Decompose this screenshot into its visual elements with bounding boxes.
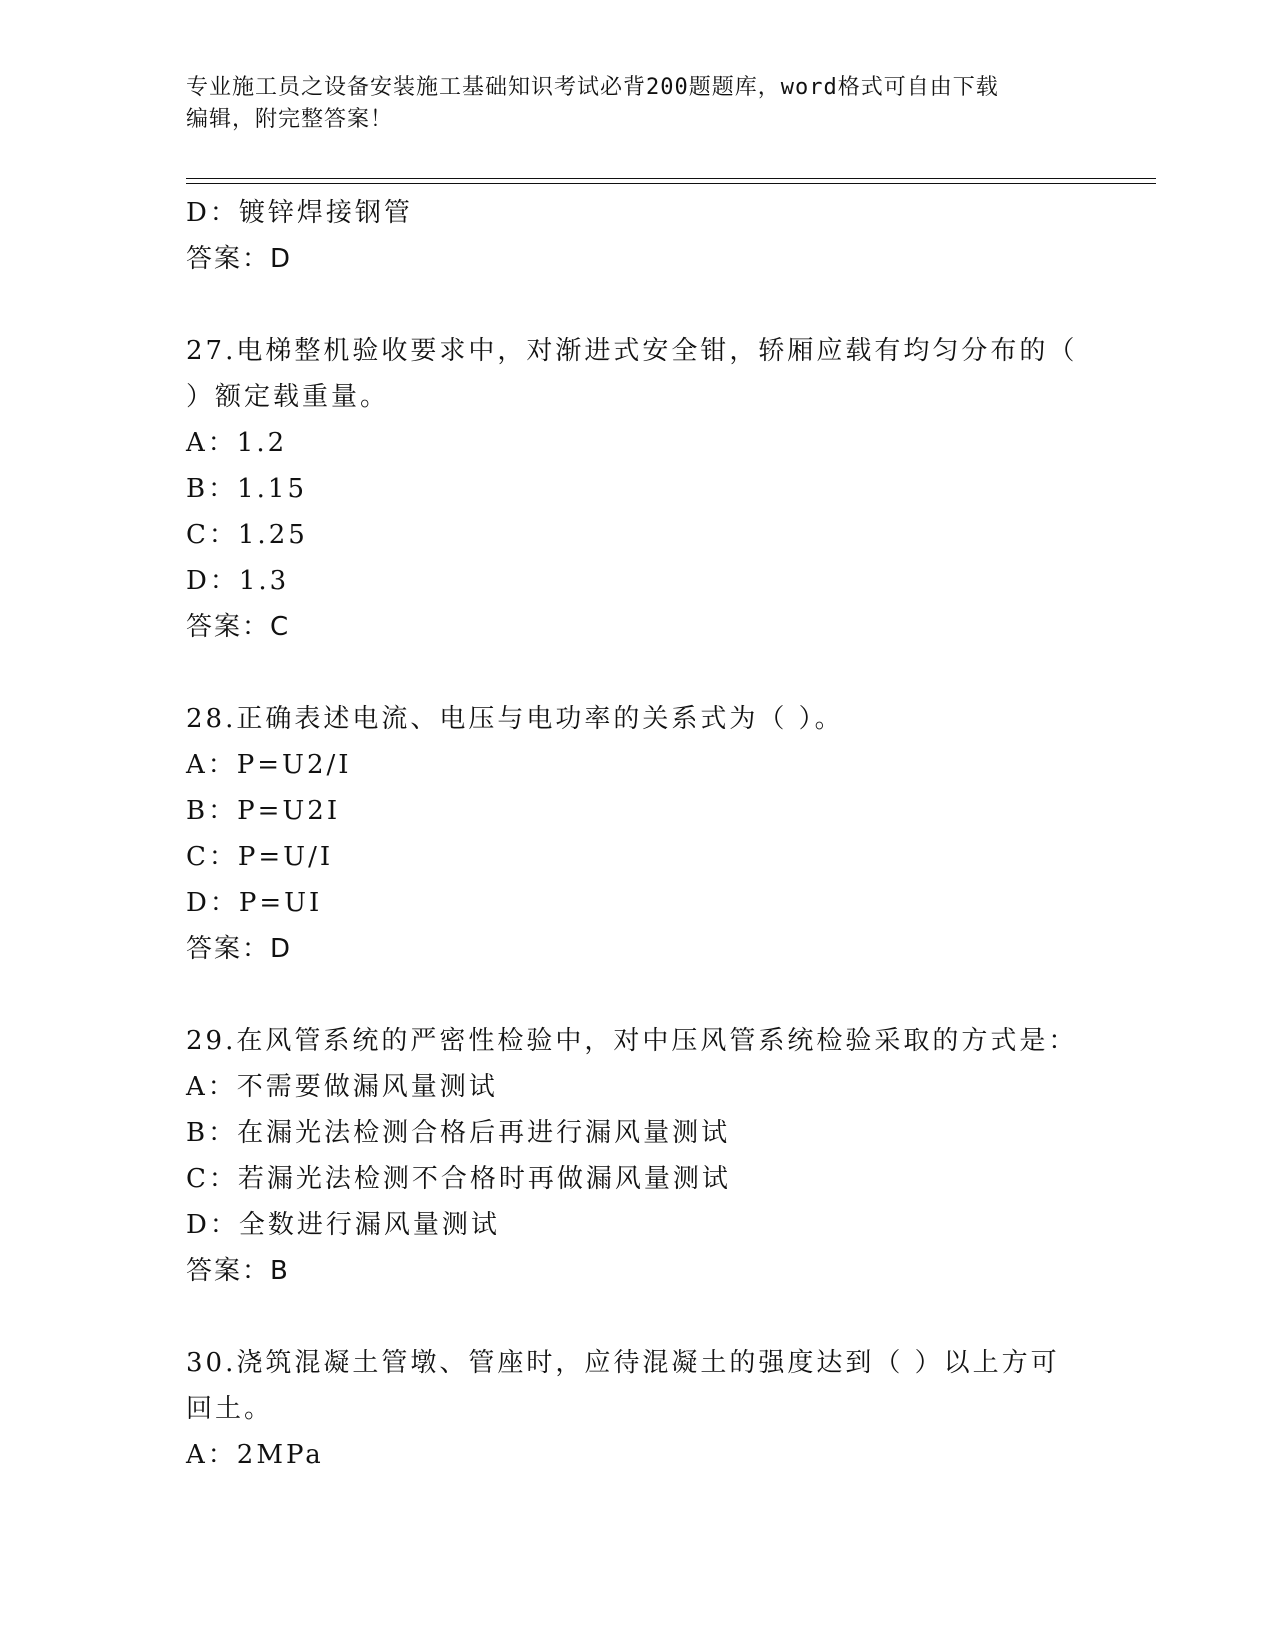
- question-stem-line: 28.正确表述电流、电压与电功率的关系式为（ ）。: [186, 704, 844, 734]
- spacer: [186, 282, 1086, 328]
- question-26-option-d: D：镀锌焊接钢管: [186, 198, 413, 228]
- option-b: B：P=U2I: [186, 796, 341, 826]
- header-divider-bottom: [186, 183, 1156, 184]
- option-c: C：1.25: [186, 520, 308, 550]
- spacer: [186, 972, 1086, 1018]
- question-list: [186, 190, 1086, 1478]
- question-28: [186, 696, 1086, 972]
- question-stem-line: 30.浇筑混凝土管墩、管座时，应待混凝土的强度达到（ ）以上方可: [186, 1348, 1060, 1378]
- option-a: A：2MPa: [186, 1440, 324, 1470]
- option-d: D：P=UI: [186, 888, 323, 918]
- answer: 答案：B: [186, 1256, 290, 1286]
- question-26-answer: 答案：D: [186, 244, 293, 274]
- spacer: [186, 1294, 1086, 1340]
- question-27: [186, 328, 1086, 650]
- answer: 答案：C: [186, 612, 291, 642]
- option-d: D：1.3: [186, 566, 290, 596]
- option-c: C：P=U/I: [186, 842, 334, 872]
- question-stem-line: 27.电梯整机验收要求中，对渐进式安全钳，轿厢应载有均匀分布的（: [186, 336, 1078, 366]
- header-title-line-2: 编辑，附完整答案！: [186, 107, 394, 132]
- option-a: A：1.2: [186, 428, 288, 458]
- option-b: B：在漏光法检测合格后再进行漏风量测试: [186, 1118, 731, 1148]
- question-stem-line: ）额定载重量。: [186, 382, 390, 412]
- option-a: A：P=U2/I: [186, 750, 352, 780]
- option-a: A：不需要做漏风量测试: [186, 1072, 498, 1102]
- option-c: C：若漏光法检测不合格时再做漏风量测试: [186, 1164, 731, 1194]
- spacer: [186, 650, 1086, 696]
- header-title-line-1: 专业施工员之设备安装施工基础知识考试必背200题题库，word格式可自由下载: [186, 75, 999, 100]
- answer: 答案：D: [186, 934, 293, 964]
- option-b: B：1.15: [186, 474, 307, 504]
- question-30: [186, 1340, 1086, 1478]
- question-stem-line: 29.在风管系统的严密性检验中，对中压风管系统检验采取的方式是：: [186, 1026, 1078, 1056]
- question-stem-line: 回土。: [186, 1394, 274, 1424]
- question-29: [186, 1018, 1086, 1294]
- option-d: D：全数进行漏风量测试: [186, 1210, 500, 1240]
- header-divider-top: [186, 178, 1156, 179]
- document-header: [186, 72, 1086, 136]
